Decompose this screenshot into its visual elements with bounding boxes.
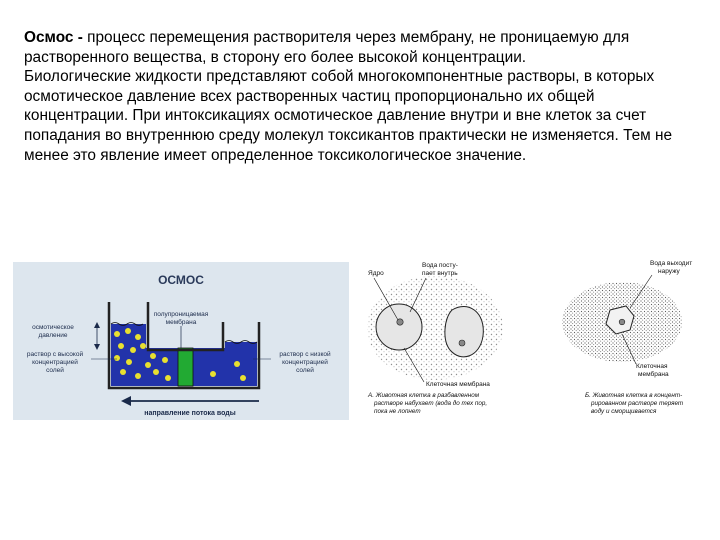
text-block xyxy=(24,28,696,165)
solute-dot xyxy=(150,353,156,359)
solute-dot xyxy=(165,375,171,381)
solute-dot xyxy=(153,369,159,375)
pressure-arrow-head-up xyxy=(94,322,100,328)
caption-a-line2: растворе набухает (вода до тех пор, xyxy=(374,400,488,407)
pressure-arrow-head-down xyxy=(94,344,100,350)
paragraph-biological-fluids: Биологические жидкости представляют собой многокомпонентные растворы, в которых осмотическое давление всех растворенных частиц пропорционально их общей концентрации. При интоксикациях осмотическое давление внутри и вне клеток за счет попадания во внутреннюю среду молекул токсикантов практически не изменяется. Тем не менее это явление имеет определенное токсикологическое значение. xyxy=(24,68,673,164)
solute-dot xyxy=(145,362,151,368)
cell-a2 xyxy=(445,306,483,356)
solute-dot xyxy=(234,361,240,367)
solute-dot xyxy=(162,357,168,363)
definition-text: процесс перемещения растворителя через мембрану, не проницаемую для растворенного вещества, в сторону его более высокой концентрации. xyxy=(24,29,630,66)
nucleus-b xyxy=(619,319,625,325)
caption-a-line3: пока не лопнет xyxy=(374,408,421,415)
high-label-line1: раствор с высокой xyxy=(26,351,84,358)
solute-dot xyxy=(120,369,126,375)
osmosis-definition xyxy=(24,28,696,67)
panel-b xyxy=(562,260,692,415)
water-in-label-line1: Вода посту- xyxy=(422,262,458,269)
cells-figure xyxy=(360,258,705,420)
solute-dot xyxy=(125,328,131,334)
low-label-line2: концентрацией xyxy=(282,359,328,366)
solute-dot xyxy=(118,343,124,349)
solute-dot xyxy=(135,334,141,340)
water-out-label-line2: наружу xyxy=(658,268,680,275)
caption-b-line3: воду и сморщивается xyxy=(591,408,657,415)
membrane xyxy=(178,348,193,386)
low-label-line3: солей xyxy=(296,367,314,374)
pressure-label-line2: давление xyxy=(38,332,68,339)
solute-dot xyxy=(126,359,132,365)
flow-label: направление потока воды xyxy=(144,410,236,417)
membrane-label-b-line1: Клеточная xyxy=(636,363,668,370)
low-label-line1: раствор с низкой xyxy=(279,351,331,358)
nucleus-label: Ядро xyxy=(368,270,384,277)
osmosis-term: Осмос - xyxy=(24,29,83,46)
solute-dot xyxy=(135,373,141,379)
water-out-label-line1: Вода выходит xyxy=(650,260,693,267)
nucleus-a2 xyxy=(459,340,465,346)
membrane-label-line1: полупроницаемая xyxy=(153,311,209,318)
water-in-label-line2: пает внутрь xyxy=(422,270,458,277)
cells-diagram xyxy=(360,258,705,420)
pressure-label-line1: осмотическое xyxy=(32,324,74,331)
solute-dot xyxy=(240,375,246,381)
solute-dot xyxy=(130,347,136,353)
osmosis-figure xyxy=(13,262,349,420)
osmosis-title: ОСМОС xyxy=(158,273,204,287)
solute-dot xyxy=(114,355,120,361)
flow-arrow-head xyxy=(121,396,131,406)
caption-a-line1: А. Животная клетка в разбавленном xyxy=(368,392,480,399)
membrane-label-b-line2: мембрана xyxy=(638,371,669,378)
caption-b-line1: Б. Животная клетка в концент- xyxy=(585,392,683,399)
solute-dot xyxy=(140,343,146,349)
membrane-label-a: Клеточная мембрана xyxy=(426,381,490,388)
cell-a1 xyxy=(376,304,422,350)
solute-dot xyxy=(114,331,120,337)
panel-a xyxy=(367,262,503,415)
osmosis-diagram xyxy=(13,262,349,420)
membrane-label-line2: мембрана xyxy=(165,319,197,326)
caption-b-line2: рированном растворе теряет xyxy=(591,400,684,407)
high-label-line2: концентрацией xyxy=(32,359,78,366)
high-label-line3: солей xyxy=(46,367,64,374)
solute-dot xyxy=(210,371,216,377)
